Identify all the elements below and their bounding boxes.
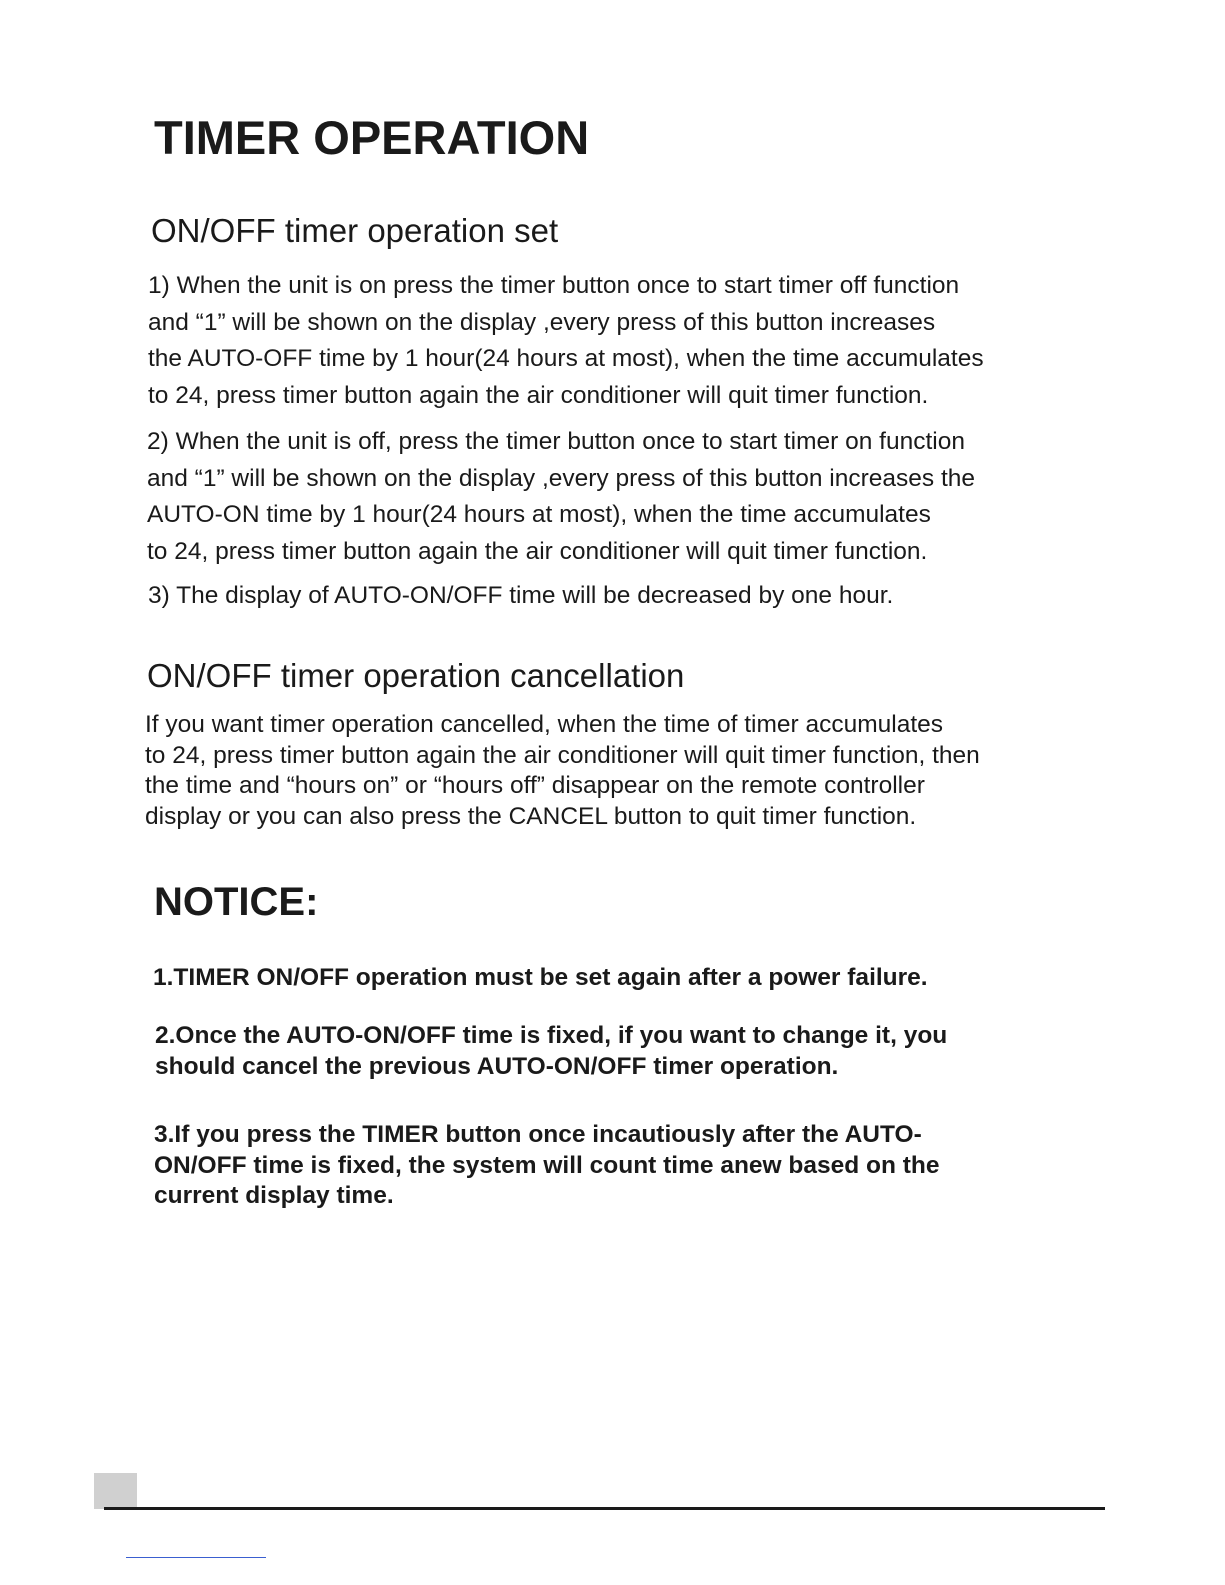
text-line: AUTO-ON time by 1 hour(24 hours at most), when the time accumulates [147, 501, 931, 528]
text-line: 2) When the unit is off, press the timer button once to start timer on function [147, 428, 965, 455]
text-line: and “1” will be shown on the display ,every press of this button increases [148, 308, 936, 336]
text-line: should cancel the previous AUTO-ON/OFF timer operation. [155, 1052, 839, 1080]
page-number-box [94, 1473, 137, 1509]
text-line: to 24, press timer button again the air conditioner will quit timer function, then [145, 741, 980, 769]
text-line: If you want timer operation cancelled, when the time of timer accumulates [145, 711, 943, 738]
text-line: current display time. [154, 1182, 394, 1209]
notice-item-3 [154, 1120, 940, 1212]
notice-title: NOTICE: [154, 880, 319, 924]
text-line: to 24, press timer button again the air conditioner will quit timer function. [147, 537, 928, 565]
text-line: 1) When the unit is on press the timer button once to start timer off function [148, 272, 960, 299]
text-line: 3.If you press the TIMER button once incautiously after the AUTO- [154, 1121, 922, 1148]
timer-set-item-2 [147, 424, 975, 570]
timer-cancel-paragraph [145, 710, 980, 832]
text-line: 1.TIMER ON/OFF operation must be set again after a power failure. [153, 964, 928, 991]
text-line: 3) The display of AUTO-ON/OFF time will be decreased by one hour. [148, 582, 894, 609]
footer-link-underline [126, 1557, 266, 1558]
timer-cancel-heading: ON/OFF timer operation cancellation [147, 657, 685, 694]
timer-set-item-3 [148, 578, 893, 615]
text-line: display or you can also press the CANCEL button to quit timer function. [145, 802, 917, 830]
timer-set-heading: ON/OFF timer operation set [151, 212, 559, 249]
notice-item-2 [155, 1021, 947, 1082]
text-line: and “1” will be shown on the display ,every press of this button increases the [147, 464, 975, 492]
timer-set-item-1 [148, 268, 984, 414]
text-line: to 24, press timer button again the air conditioner will quit timer function. [148, 381, 929, 409]
text-line: 2.Once the AUTO-ON/OFF time is fixed, if you want to change it, you [155, 1022, 948, 1049]
text-line: the time and “hours on” or “hours off” disappear on the remote controller [145, 772, 925, 799]
notice-item-1 [153, 963, 928, 994]
text-line: the AUTO-OFF time by 1 hour(24 hours at most), when the time accumulates [148, 345, 984, 372]
page-title: TIMER OPERATION [154, 111, 590, 164]
footer-divider [104, 1507, 1105, 1510]
text-line: ON/OFF time is fixed, the system will count time anew based on the [154, 1151, 940, 1179]
